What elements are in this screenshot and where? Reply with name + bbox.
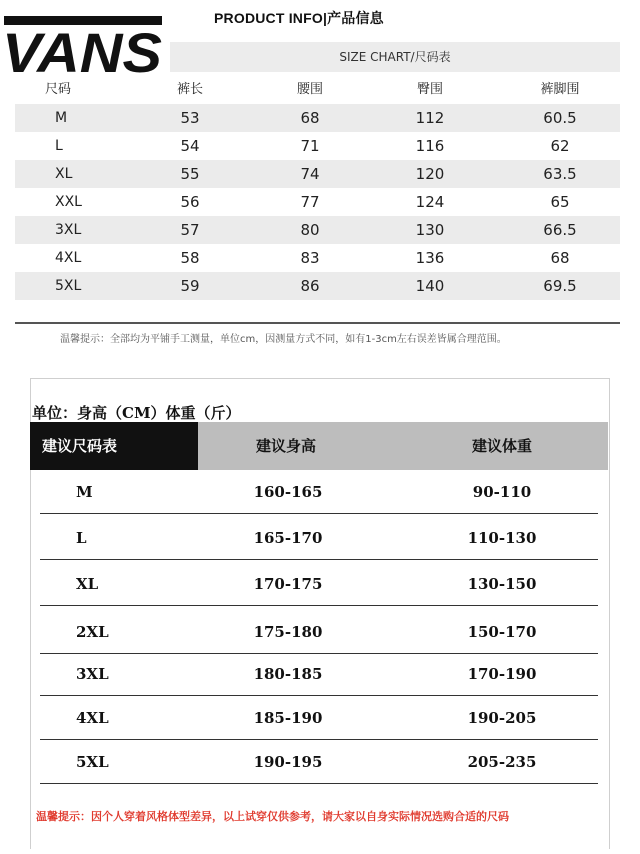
cell-leg-opening: 69.5 xyxy=(543,277,577,295)
cell-size: M xyxy=(55,110,68,126)
cell-waist: 74 xyxy=(300,165,320,183)
cell-waist: 80 xyxy=(300,221,320,239)
cell-length: 58 xyxy=(180,249,200,267)
cell-size: L xyxy=(55,138,63,154)
cell-weight: 205-235 xyxy=(467,753,537,771)
table-row xyxy=(15,272,620,300)
cell-length: 54 xyxy=(180,137,200,155)
cell-weight: 90-110 xyxy=(472,483,532,501)
recommend-header-label: 建议尺码表 xyxy=(30,422,198,470)
size-chart-title: SIZE CHART/尺码表 xyxy=(170,42,620,72)
cell-size: XL xyxy=(55,166,73,182)
cell-leg-opening: 65 xyxy=(550,193,570,211)
table-row xyxy=(40,740,598,784)
row-divider xyxy=(40,559,598,560)
col-suggested-height: 建议身高 xyxy=(255,437,316,455)
col-waist: 腰围 xyxy=(296,82,323,97)
cell-size: 4XL xyxy=(76,709,109,727)
cell-waist: 86 xyxy=(300,277,320,295)
table-row xyxy=(15,244,620,272)
product-info-title: PRODUCT INFO|产品信息 xyxy=(214,10,384,26)
fit-note: 温馨提示：因个人穿着风格体型差异，以上试穿仅供参考，请大家以自身实际情况选购合适的尺码 xyxy=(36,810,509,823)
cell-size: M xyxy=(76,483,93,501)
cell-length: 53 xyxy=(180,109,200,127)
row-divider xyxy=(40,605,598,606)
col-hip: 臀围 xyxy=(416,82,443,97)
cell-size: 5XL xyxy=(55,278,82,294)
cell-waist: 77 xyxy=(300,193,320,211)
cell-hip: 136 xyxy=(415,249,445,267)
cell-leg-opening: 62 xyxy=(550,137,570,155)
cell-weight: 110-130 xyxy=(467,529,537,547)
table-row xyxy=(40,610,598,654)
cell-size: L xyxy=(76,529,87,547)
logo-text: VANS xyxy=(2,21,162,76)
cell-size: XL xyxy=(76,575,99,593)
table-row xyxy=(15,188,620,216)
row-divider xyxy=(40,783,598,784)
cell-height: 170-175 xyxy=(253,575,323,593)
cell-hip: 140 xyxy=(415,277,445,295)
cell-height: 160-165 xyxy=(253,483,323,501)
cell-height: 185-190 xyxy=(253,709,323,727)
cell-leg-opening: 68 xyxy=(550,249,570,267)
cell-length: 56 xyxy=(180,193,200,211)
cell-height: 175-180 xyxy=(253,623,323,641)
table-row xyxy=(15,160,620,188)
col-leg-opening: 裤脚围 xyxy=(540,82,580,97)
table-row xyxy=(40,696,598,740)
cell-weight: 190-205 xyxy=(467,709,537,727)
cell-height: 180-185 xyxy=(253,665,323,683)
size-chart-header xyxy=(15,76,620,104)
cell-hip: 124 xyxy=(415,193,445,211)
cell-size: 4XL xyxy=(55,250,82,266)
unit-title: 单位：身高（CM）体重（斤） xyxy=(32,404,241,422)
cell-leg-opening: 63.5 xyxy=(543,165,577,183)
cell-hip: 116 xyxy=(415,137,445,155)
cell-size: 3XL xyxy=(55,222,82,238)
cell-weight: 150-170 xyxy=(467,623,537,641)
col-size: 尺码 xyxy=(45,82,72,97)
cell-hip: 130 xyxy=(415,221,445,239)
cell-size: 2XL xyxy=(76,623,109,641)
table-row xyxy=(40,652,598,696)
cell-length: 59 xyxy=(180,277,200,295)
table-row xyxy=(15,104,620,132)
cell-hip: 112 xyxy=(415,109,445,127)
cell-waist: 83 xyxy=(300,249,320,267)
cell-height: 165-170 xyxy=(253,529,323,547)
cell-hip: 120 xyxy=(415,165,445,183)
cell-length: 55 xyxy=(180,165,200,183)
col-length: 裤长 xyxy=(176,82,203,97)
recommend-header xyxy=(30,422,608,470)
cell-leg-opening: 66.5 xyxy=(543,221,577,239)
cell-size: 3XL xyxy=(76,665,109,683)
measurement-note: 温馨提示：全部均为平铺手工测量，单位cm，因测量方式不同，如有1-3cm左右误差皆属合理范围。 xyxy=(60,334,507,345)
table-row xyxy=(40,516,598,560)
cell-size: 5XL xyxy=(76,753,109,771)
table-row xyxy=(40,562,598,606)
cell-length: 57 xyxy=(180,221,200,239)
cell-weight: 170-190 xyxy=(467,665,537,683)
col-suggested-weight: 建议体重 xyxy=(471,437,532,455)
cell-weight: 130-150 xyxy=(467,575,537,593)
vans-logo xyxy=(2,14,166,76)
divider xyxy=(15,322,620,324)
table-row xyxy=(15,216,620,244)
row-divider xyxy=(40,513,598,514)
cell-waist: 71 xyxy=(300,137,320,155)
cell-waist: 68 xyxy=(300,109,320,127)
table-row xyxy=(40,470,598,514)
cell-size: XXL xyxy=(55,194,82,210)
cell-height: 190-195 xyxy=(253,753,323,771)
table-row xyxy=(15,132,620,160)
cell-leg-opening: 60.5 xyxy=(543,109,577,127)
